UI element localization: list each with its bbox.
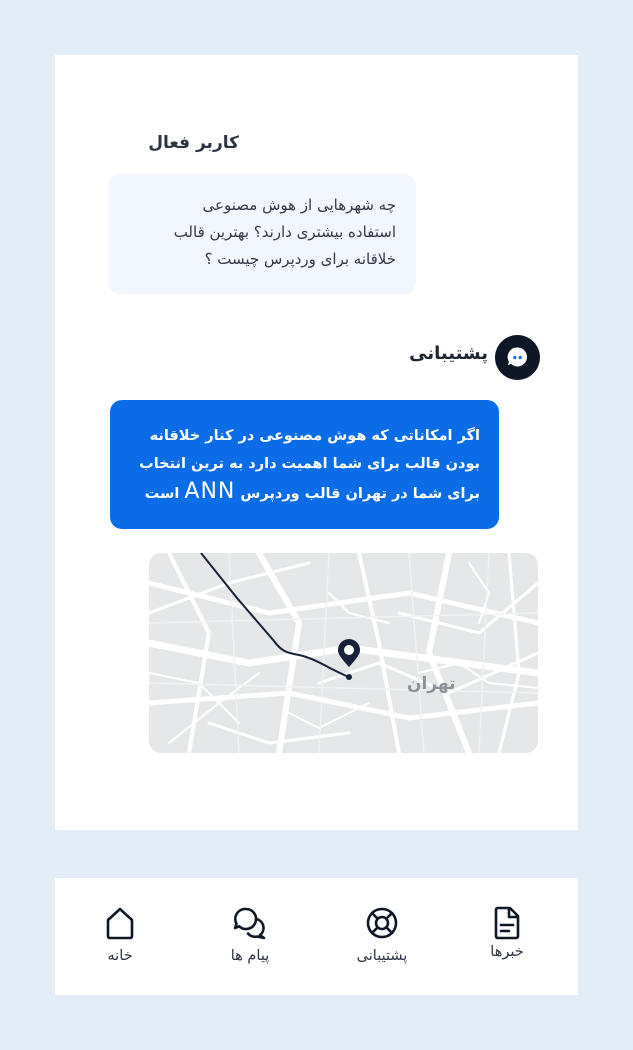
lifebuoy-icon bbox=[364, 905, 400, 941]
support-message-line: بودن قالب برای شما اهمیت دارد به ترین انتخاب bbox=[139, 456, 480, 472]
bottom-navigation bbox=[55, 878, 578, 995]
nav-label: خبرها bbox=[490, 944, 524, 960]
chat-bubble-icon bbox=[495, 335, 540, 380]
route-endpoint bbox=[346, 674, 352, 680]
location-pin-icon bbox=[338, 639, 360, 667]
support-avatar bbox=[495, 335, 540, 380]
user-name: کاربر فعال bbox=[148, 133, 239, 153]
nav-label: پشتیبانی bbox=[356, 948, 408, 964]
map-city-label: تهران bbox=[407, 674, 456, 694]
nav-label: پیام ها bbox=[230, 948, 270, 964]
nav-label: خانه bbox=[107, 948, 133, 964]
support-message-line: اگر امکاناتی که هوش مصنوعی در کنار خلاقانه bbox=[149, 428, 480, 444]
user-message-line: چه شهرهایی از هوش مصنوعی bbox=[202, 196, 396, 214]
messages-icon bbox=[232, 905, 268, 941]
home-icon bbox=[102, 905, 138, 941]
support-name: پشتیبانی bbox=[409, 343, 488, 364]
user-message-line: خلاقانه برای وردپرس چیست ؟ bbox=[204, 250, 396, 268]
nav-news[interactable] bbox=[452, 878, 562, 995]
map-streets bbox=[149, 553, 538, 753]
support-message-line bbox=[124, 478, 480, 508]
nav-messages[interactable] bbox=[195, 878, 305, 995]
support-message-text: برای شما در تهران قالب وردپرس bbox=[240, 486, 480, 502]
news-document-icon bbox=[489, 905, 525, 941]
nav-support[interactable] bbox=[327, 878, 437, 995]
nav-home[interactable] bbox=[65, 878, 175, 995]
user-message-bubble bbox=[108, 174, 416, 294]
user-message-line: استفاده بیشتری دارند؟ بهترین قالب bbox=[173, 223, 396, 241]
map-view[interactable] bbox=[149, 553, 538, 753]
brand-name: ANN bbox=[184, 479, 236, 504]
support-message-tail: است bbox=[144, 486, 180, 502]
support-message-bubble bbox=[110, 400, 499, 529]
